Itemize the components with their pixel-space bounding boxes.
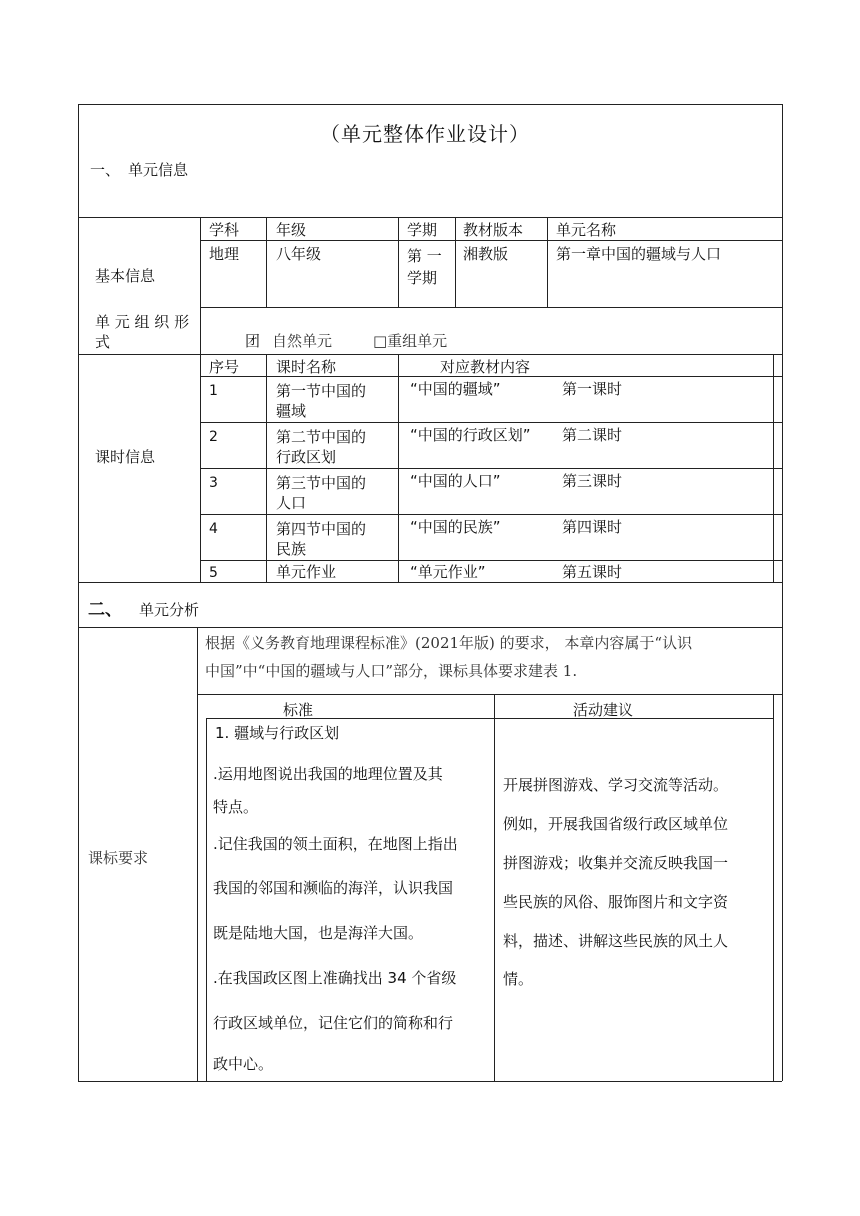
header-semester: 学期 [407,221,438,239]
rule-basic-header-bottom [200,240,782,241]
lesson-4-name-line1: 第四节中国的 [276,520,367,538]
lessons-header-name: 课时名称 [276,358,337,376]
org-regroup-option[interactable]: □重组单元 [373,332,448,350]
lesson-5-content: “单元作业” [410,563,486,581]
org-label-line1: 单 元 组 织 形 [95,313,190,331]
standard-item3-line3: 政中心。 [213,1055,274,1073]
standard-item1-line1: .运用地图说出我国的地理位置及其 [213,765,443,783]
lesson-5-period: 第五课时 [562,563,623,581]
lesson-3-name-line2: 人口 [276,494,307,512]
lesson-1-no: 1 [209,383,218,399]
activity-line-5: 料，描述、讲解这些民族的风土人 [503,932,729,950]
rule-right [782,104,783,1081]
activity-line-3: 拼图游戏；收集并交流反映我国一 [503,854,729,872]
standards-col-activity: 活动建议 [573,701,634,719]
rule-lesson-row3-bottom [200,514,782,515]
page-title: （单元整体作业设计） [320,122,530,146]
standards-col-standard: 标准 [283,701,314,719]
header-unit-name: 单元名称 [556,221,617,239]
lesson-5-name-line1: 单元作业 [276,563,337,581]
lesson-5-no: 5 [209,565,218,581]
rule-lessons-col3 [773,354,774,582]
rule-left [78,104,79,1081]
lesson-2-period: 第二课时 [562,426,623,444]
rule-basic-bottom [200,307,782,308]
rule-standards-inner-left [206,718,207,1081]
rule-org-bottom [78,354,782,355]
rule-intro-bottom [197,694,782,695]
header-edition: 教材版本 [463,221,524,239]
lesson-4-name-line2: 民族 [276,540,307,558]
rule-lessons-col1 [266,354,267,582]
lesson-2-no: 2 [209,429,218,445]
standard-item1-line2: 特点。 [213,798,259,816]
org-label-line2: 式 [95,333,111,351]
rule-basic-col2 [398,217,399,307]
rule-basic-col3 [455,217,456,307]
standard-item2-line3: 既是陆地大国，也是海洋大国。 [213,924,424,942]
section1-heading: 单元信息 [128,161,189,179]
rule-lessons-col2 [398,354,399,582]
lesson-1-period: 第一课时 [562,380,623,398]
lesson-4-period: 第四课时 [562,518,623,536]
lesson-3-no: 3 [209,475,218,491]
lesson-2-content: “中国的行政区划” [410,426,531,444]
lesson-4-no: 4 [209,521,218,537]
rule-basic-top [78,217,782,218]
lesson-1-name-line1: 第一节中国的 [276,382,367,400]
rule-lesson-row2-bottom [200,468,782,469]
standard-item3-line2: 行政区域单位，记住它们的简称和行 [213,1014,454,1032]
header-grade: 年级 [276,221,307,239]
value-edition: 湘教版 [463,245,509,263]
lesson-3-name-line1: 第三节中国的 [276,474,367,492]
rule-basic-col4 [547,217,548,307]
activity-line-6: 情。 [503,970,534,988]
lesson-2-name-line1: 第二节中国的 [276,428,367,446]
section2-heading: 单元分析 [139,601,200,619]
standards-intro-line2: 中国”中“中国的疆域与人口”部分，课标具体要求建表 1. [205,662,578,680]
lesson-4-content: “中国的民族” [410,518,501,536]
lessons-header-no: 序号 [209,358,240,376]
value-grade: 八年级 [276,245,322,263]
org-natural-checkbox[interactable]: 团 [245,332,261,350]
lessons-header-content: 对应教材内容 [440,358,531,376]
lesson-1-content: “中国的疆域” [410,380,501,398]
rule-lesson-row1-bottom [200,422,782,423]
standard-title: 1. 疆域与行政区划 [215,724,340,742]
value-semester-line1: 第 一 [407,247,442,265]
lesson-1-name-line2: 疆域 [276,402,307,420]
value-unit-name: 第一章中国的疆域与人口 [556,245,722,263]
standards-label: 课标要求 [88,849,149,867]
section2-number: 二、 [88,600,122,620]
lesson-2-name-line2: 行政区划 [276,448,337,466]
rule-lesson-row4-bottom [200,560,782,561]
lesson-3-period: 第三课时 [562,472,623,490]
header-subject: 学科 [209,221,240,239]
section1-number: 一、 [90,161,121,179]
activity-line-1: 开展拼图游戏、学习交流等活动。 [503,776,729,794]
rule-label-column [200,217,201,582]
rule-top [78,104,782,105]
activity-line-4: 些民族的风俗、服饰图片和文字资 [503,893,729,911]
lessons-label: 课时信息 [95,448,156,466]
rule-lessons-bottom [78,582,782,583]
standard-item2-line2: 我国的邻国和濒临的海洋，认识我国 [213,879,454,897]
lesson-3-content: “中国的人口” [410,472,501,490]
value-semester-line2: 学期 [407,269,438,287]
activity-line-2: 例如，开展我国省级行政区域单位 [503,815,729,833]
rule-basic-col1 [266,217,267,307]
rule-standards-inner-right [773,694,774,1081]
rule-standards-middle [494,694,495,1081]
rule-standards-label-column [197,627,198,1081]
value-subject: 地理 [209,245,240,263]
org-natural-label: 自然单元 [272,332,333,350]
standard-item3-line1: .在我国政区图上准确找出 34 个省级 [213,969,457,987]
rule-bottom [78,1081,782,1082]
rule-analysis-top [78,627,782,628]
standards-intro-line1: 根据《义务教育地理课程标准》(2021年版) 的要求， 本章内容属于“认识 [205,634,693,652]
basic-info-label: 基本信息 [95,267,156,285]
standard-item2-line1: .记住我国的领土面积，在地图上指出 [213,835,458,853]
